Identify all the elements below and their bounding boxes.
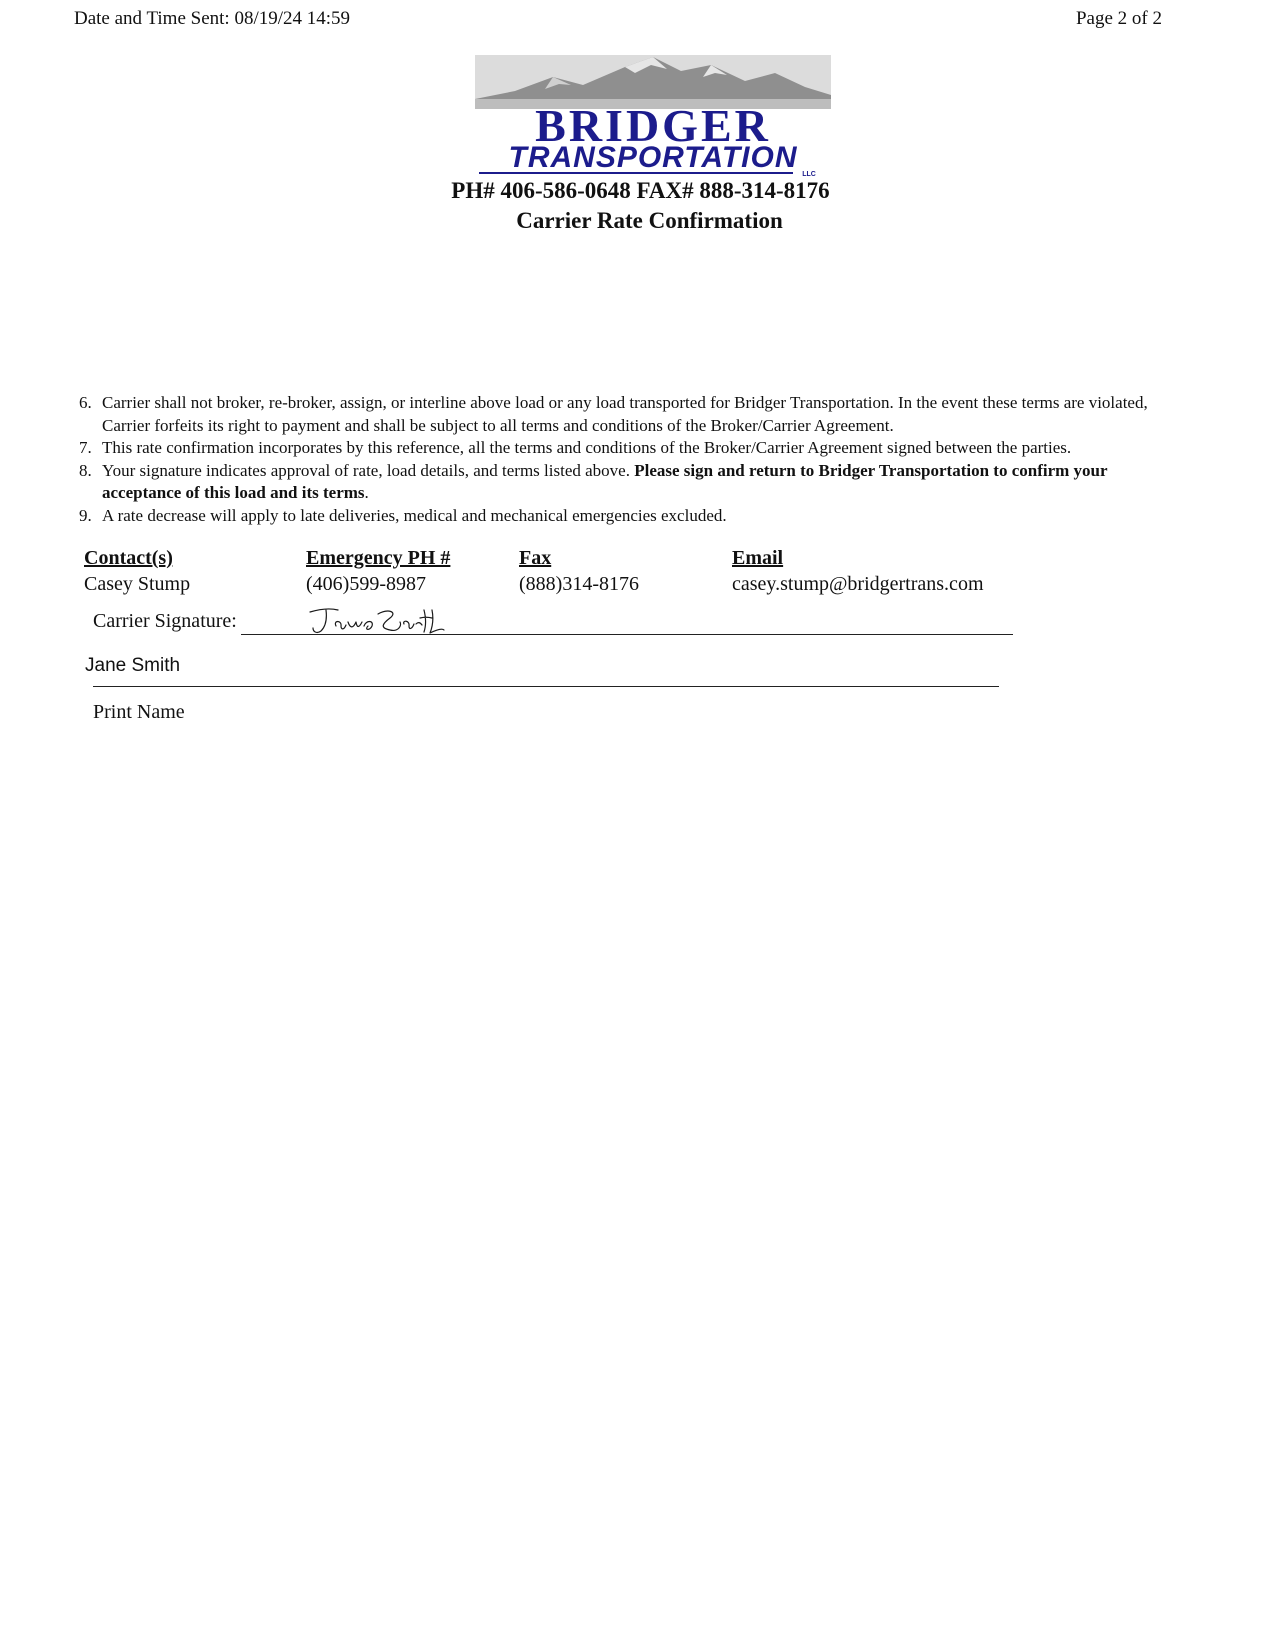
email-column — [732, 545, 984, 597]
term-text: Your signature indicates approval of rate, load details, and terms listed above. — [102, 460, 635, 480]
term-number: 8. — [79, 460, 92, 480]
company-logo — [475, 55, 831, 177]
email-address: casey.stump@bridgertrans.com — [732, 573, 984, 595]
term-text: Carrier shall not broker, re-broker, assign, or interline above load or any load transported for Bridger Transportation. In the event these terms are violated, Carrier forfeits its right to payment and shall be subject to all terms and conditions of the Broker/Carrier Agreement. — [102, 393, 1148, 435]
fax-column — [519, 545, 639, 597]
print-name-line — [93, 686, 999, 687]
emergency-phone: (406)599-8987 — [306, 573, 426, 595]
logo-wordmark-1: BRIDGER — [535, 100, 771, 151]
carrier-signature-label: Carrier Signature: — [93, 610, 237, 632]
logo-wordmark-2: TRANSPORTATION — [508, 141, 798, 174]
email-header: Email — [732, 547, 784, 569]
contacts-table — [84, 545, 1084, 601]
fax-header — [74, 8, 1162, 36]
page-number: Page 2 of 2 — [1075, 8, 1162, 29]
contact-column — [84, 545, 190, 597]
terms-list — [79, 392, 1179, 527]
term-number: 6. — [79, 393, 92, 412]
term-item — [79, 392, 1179, 437]
term-number: 7. — [79, 438, 92, 457]
carrier-signature-row — [93, 604, 1013, 640]
contact-header: Contact(s) — [84, 547, 173, 569]
term-number: 9. — [79, 505, 92, 525]
printed-name-value[interactable]: Jane Smith — [85, 655, 181, 676]
logo-llc: LLC — [802, 171, 816, 177]
term-item — [79, 460, 1179, 505]
contact-name: Casey Stump — [84, 573, 191, 595]
handwritten-signature — [306, 604, 446, 638]
document-title: Carrier Rate Confirmation — [516, 208, 783, 233]
term-bold-text: Please sign and return to Bridger Transportation to confirm your acceptance of this load and its terms — [102, 460, 1108, 502]
fax-number: (888)314-8176 — [519, 573, 639, 595]
term-text: This rate confirmation incorporates by this reference, all the terms and conditions of the Broker/Carrier Agreement signed between the parties. — [102, 438, 1072, 457]
emergency-header: Emergency PH # — [306, 547, 451, 569]
date-time-sent: Date and Time Sent: 08/19/24 14:59 — [74, 8, 351, 29]
term-tail: . — [364, 483, 369, 502]
company-phone-fax: PH# 406-586-0648 FAX# 888-314-8176 — [451, 178, 830, 203]
term-text: A rate decrease will apply to late deliveries, medical and mechanical emergencies excluded. — [102, 505, 727, 525]
term-item — [79, 437, 1179, 460]
fax-header-label: Fax — [519, 547, 552, 569]
print-name-label: Print Name — [93, 701, 185, 723]
term-item — [79, 505, 1179, 528]
emergency-column — [306, 545, 450, 597]
